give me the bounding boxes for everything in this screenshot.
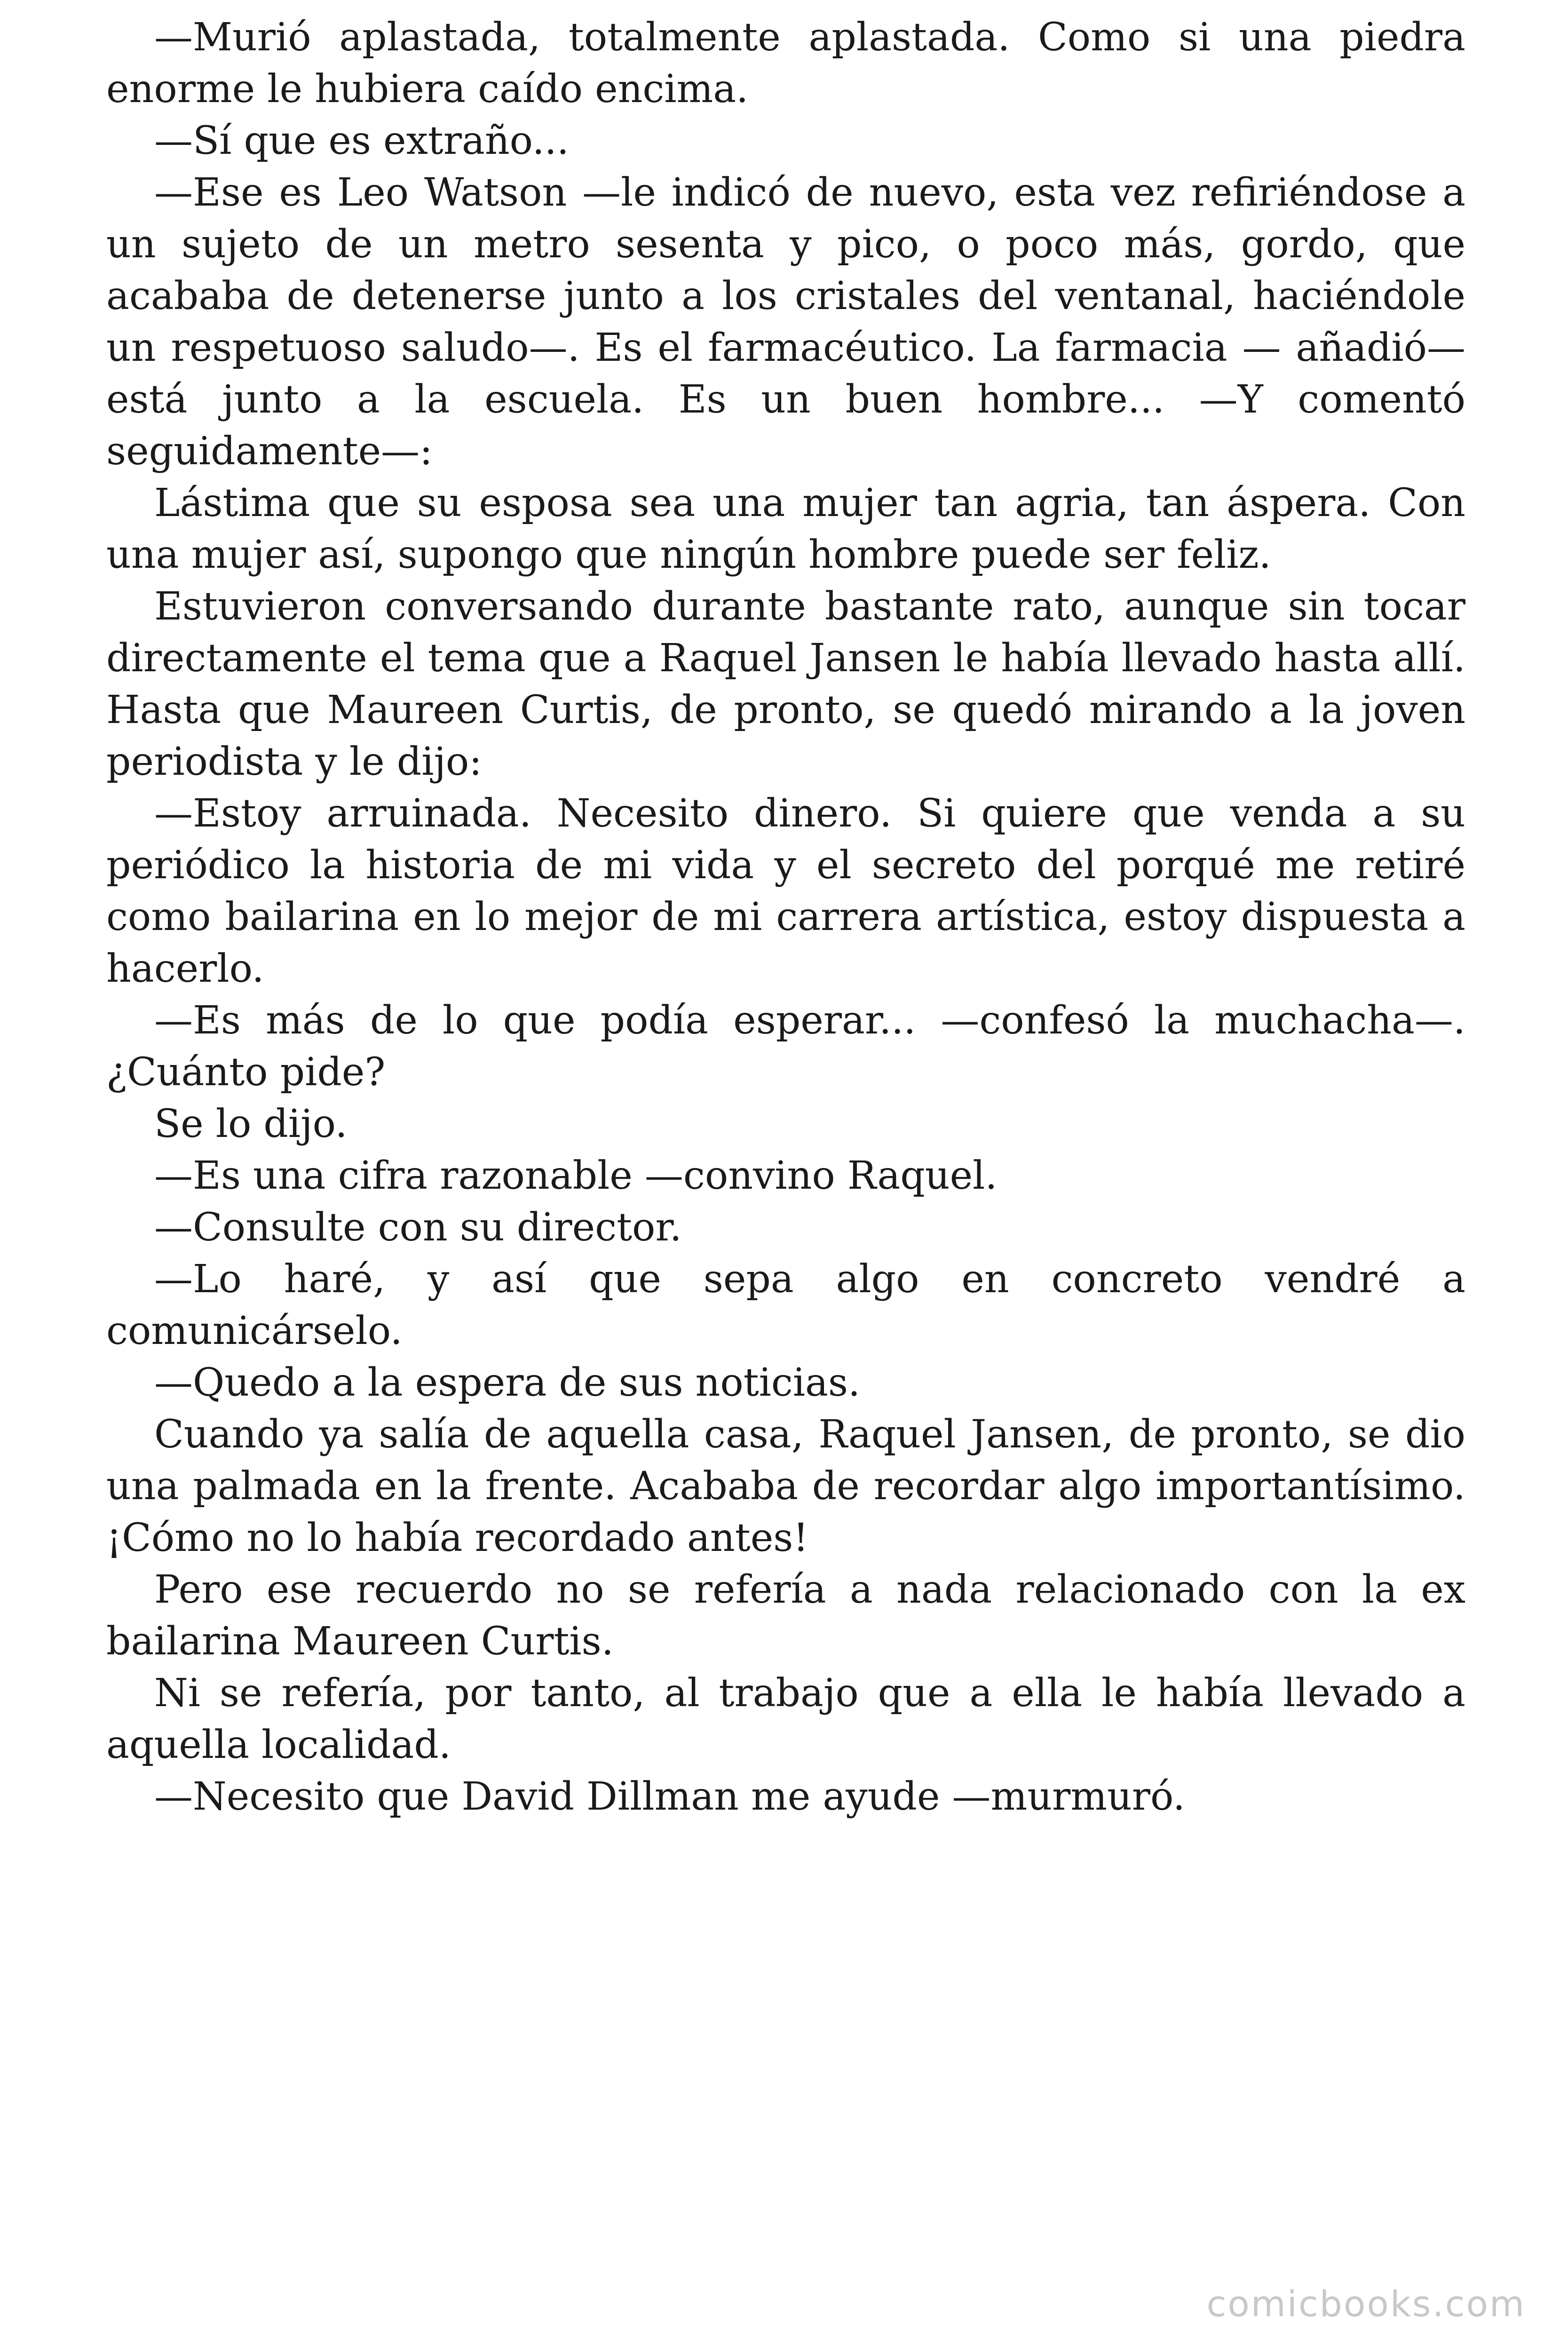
paragraph: —Es más de lo que podía esperar... —confesó la muchacha—. ¿Cuánto pide?	[106, 998, 1465, 1095]
paragraph: —Estoy arruinada. Necesito dinero. Si quiere que venda a su periódico la historia de mi vida y el secreto del porqué me retiré como bailarina en lo mejor de mi carrera artística, estoy dispuesta a hacerlo.	[106, 791, 1465, 991]
paragraph: Pero ese recuerdo no se refería a nada relacionado con la ex bailarina Maureen Curtis.	[106, 1567, 1465, 1664]
paragraph: —Ese es Leo Watson —le indicó de nuevo, esta vez refiriéndose a un sujeto de un metro sesenta y pico, o poco más, gordo, que acababa de detenerse junto a los cristales del ventanal, haciéndole un respetuoso saludo—. Es el farmacéutico. La farmacia — añadió— está junto a la escuela. Es un buen hombre... —Y comentó seguidamente—:	[106, 170, 1465, 474]
paragraph: —Murió aplastada, totalmente aplastada. Como si una piedra enorme le hubiera caído encima.	[106, 15, 1465, 111]
paragraph: —Necesito que David Dillman me ayude —murmuró.	[154, 1774, 1185, 1819]
paragraph: —Es una cifra razonable —convino Raquel.	[154, 1153, 998, 1198]
paragraph: —Consulte con su director.	[154, 1205, 682, 1250]
paragraph: Lástima que su esposa sea una mujer tan agria, tan áspera. Con una mujer así, supongo que ningún hombre puede ser feliz.	[106, 481, 1465, 577]
paragraph: —Lo haré, y así que sepa algo en concreto vendré a comunicárselo.	[106, 1257, 1465, 1353]
paragraph: Cuando ya salía de aquella casa, Raquel Jansen, de pronto, se dio una palmada en la frente. Acababa de recordar algo importantísimo. ¡Cómo no lo había recordado antes!	[106, 1412, 1465, 1560]
paragraph: Ni se refería, por tanto, al trabajo que a ella le había llevado a aquella localidad.	[106, 1671, 1465, 1767]
watermark: comicbooks.com	[1206, 2283, 1526, 2325]
paragraph: Se lo dijo.	[154, 1102, 348, 1146]
paragraph: Estuvieron conversando durante bastante rato, aunque sin tocar directamente el tema que a Raquel Jansen le había llevado hasta allí. Hasta que Maureen Curtis, de pronto, se quedó mirando a la joven periodista y le dijo:	[106, 584, 1465, 784]
paragraph: —Sí que es extraño...	[154, 119, 569, 163]
page-body-text	[106, 12, 1465, 1823]
paragraph: —Quedo a la espera de sus noticias.	[154, 1360, 861, 1405]
